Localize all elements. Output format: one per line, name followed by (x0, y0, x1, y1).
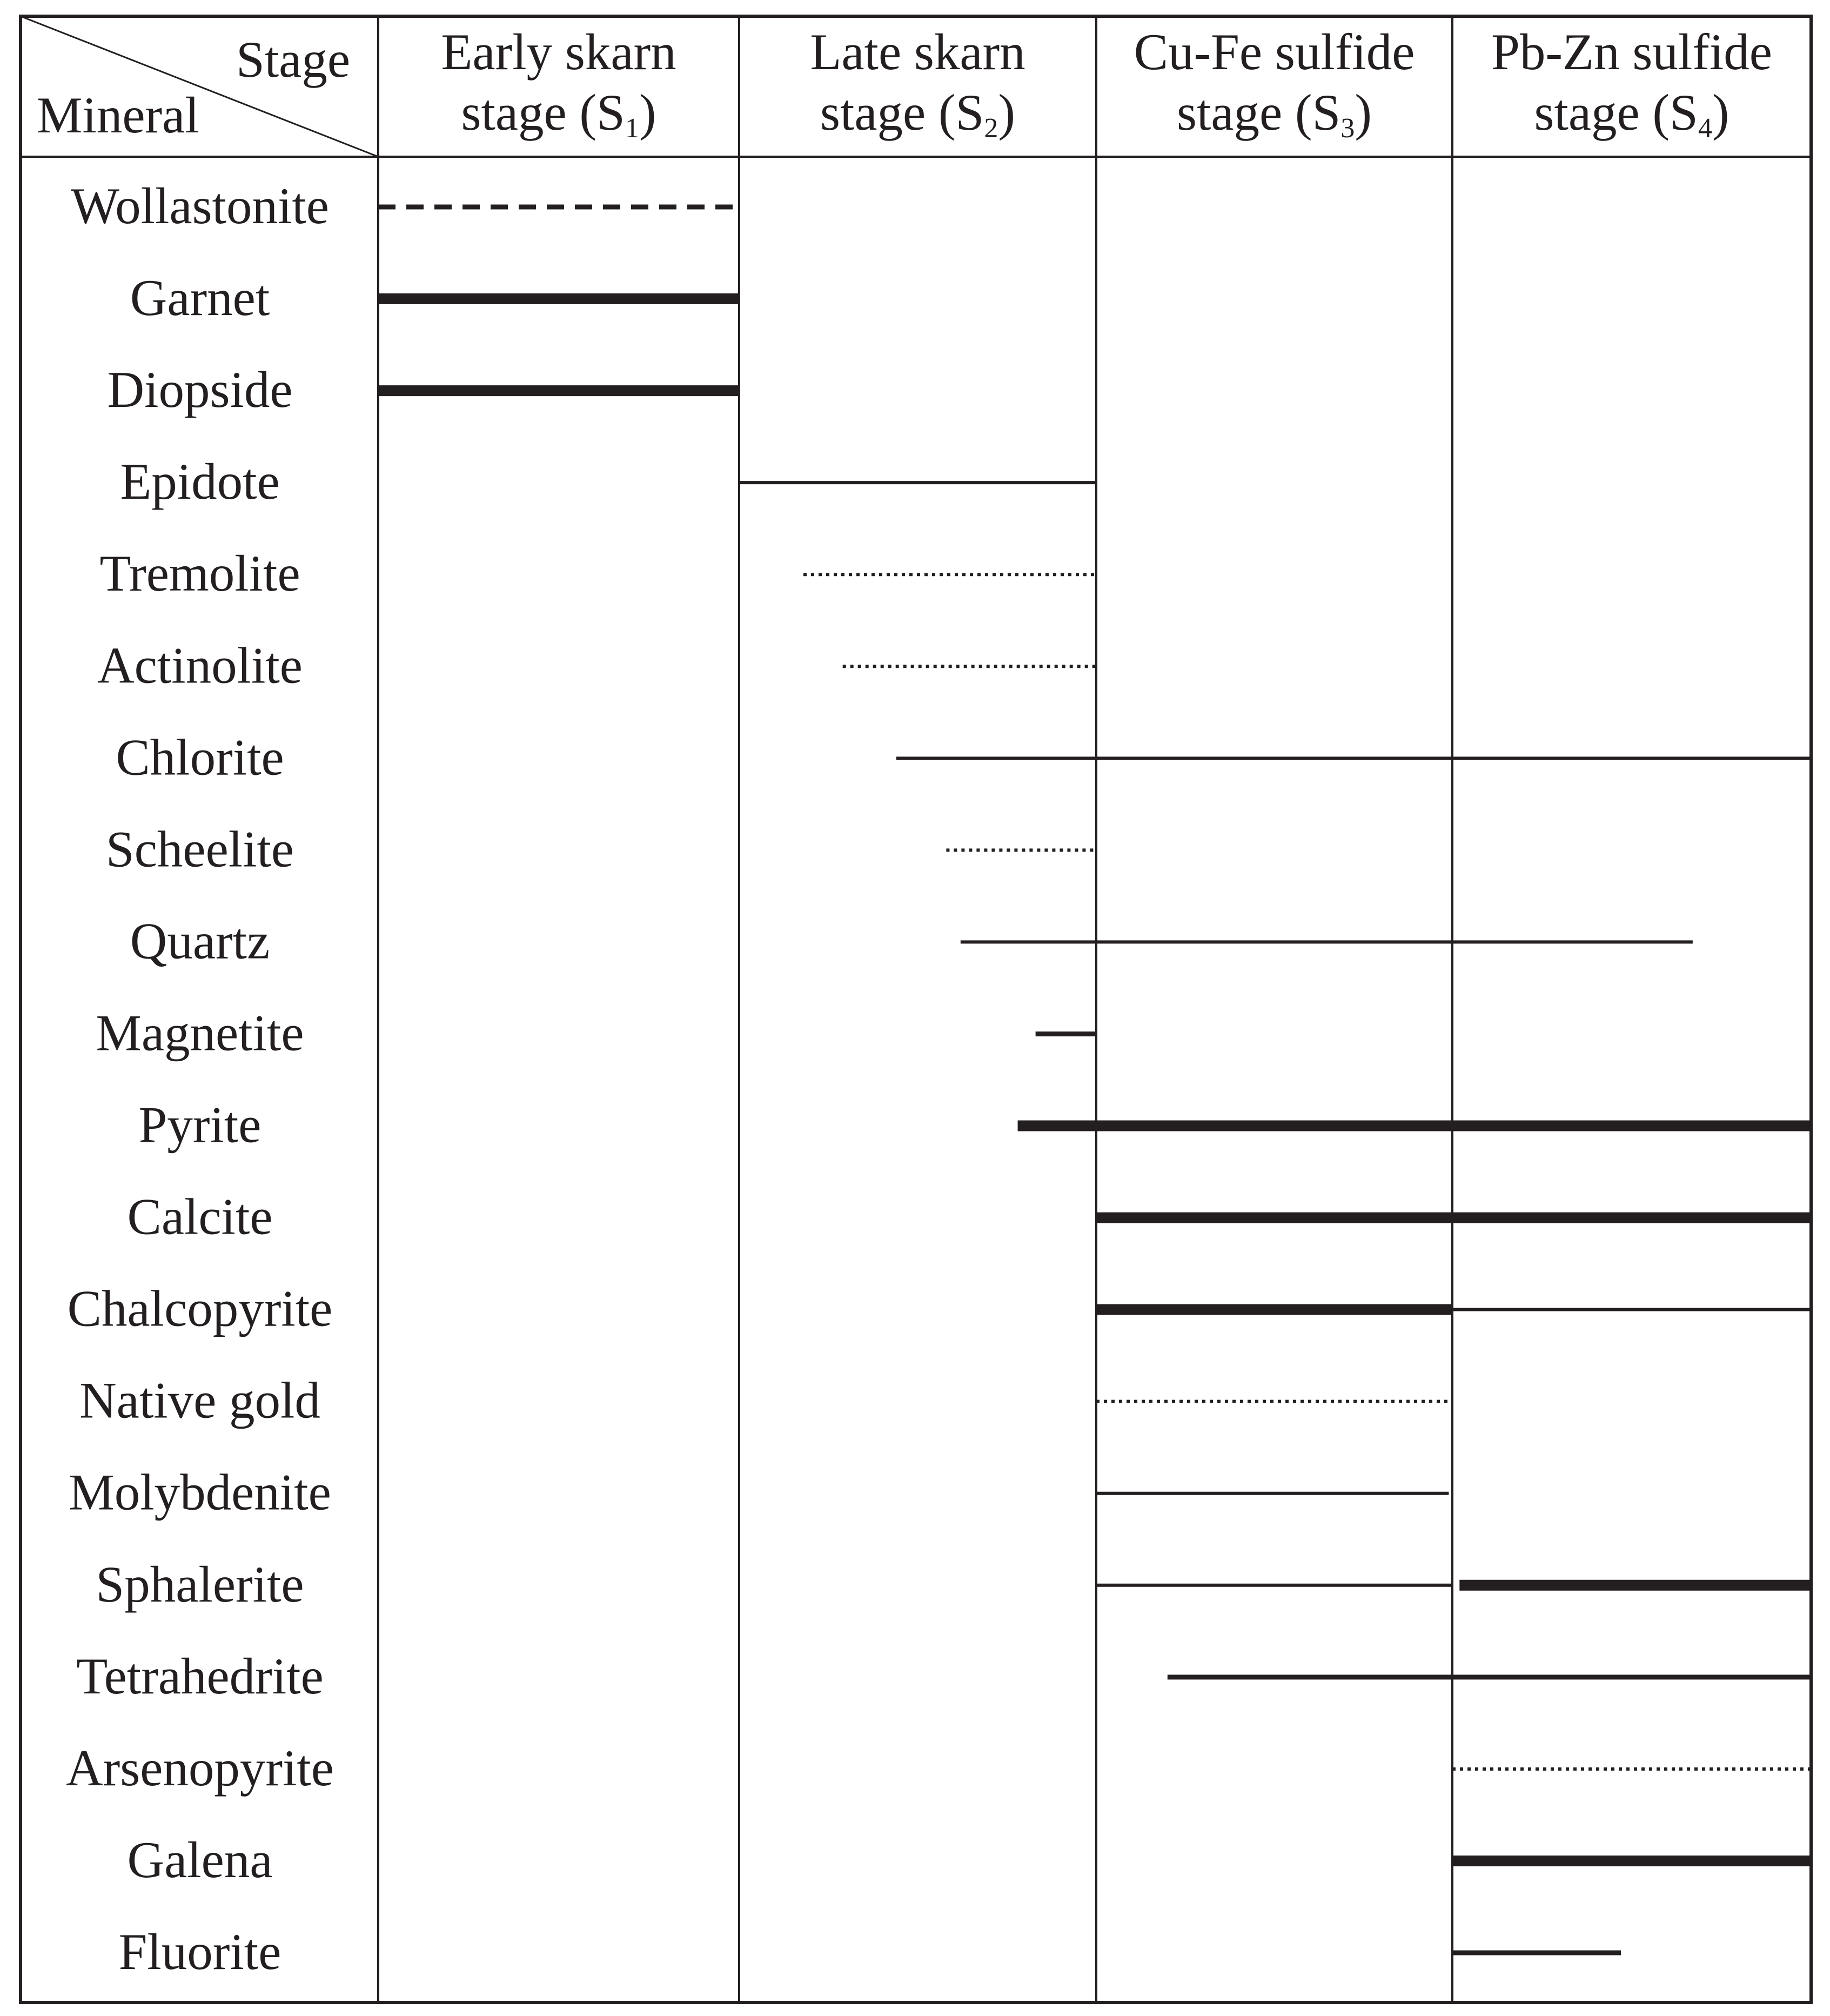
stage-header-3 (1134, 23, 1415, 144)
mineral-label: Molybdenite (69, 1463, 331, 1521)
mineral-label: Pyrite (138, 1096, 262, 1154)
mineral-label: Chalcopyrite (67, 1280, 333, 1337)
mineral-label: Magnetite (96, 1004, 304, 1062)
mineral-label: Sphalerite (96, 1555, 304, 1613)
mineral-label: Wollastonite (71, 177, 329, 235)
stage-header-4 (1491, 23, 1772, 144)
mineral-label: Quartz (130, 912, 270, 970)
mineral-label: Arsenopyrite (66, 1739, 334, 1797)
mineral-label: Calcite (127, 1188, 273, 1245)
mineral-label: Fluorite (118, 1923, 281, 1980)
stage-title: Late skarn (810, 23, 1025, 81)
occurrence-lines (378, 207, 1811, 1953)
stage-code: stage (S4) (1534, 84, 1730, 144)
mineral-label: Actinolite (97, 637, 303, 694)
corner-stage-label: Stage (236, 31, 350, 88)
mineral-label: Garnet (130, 269, 270, 327)
mineral-label: Tetrahedrite (76, 1647, 324, 1705)
stage-code: stage (S3) (1176, 84, 1372, 144)
stage-title: Early skarn (441, 23, 676, 81)
mineral-label: Chlorite (116, 728, 284, 786)
mineral-label: Scheelite (105, 820, 294, 878)
mineral-label: Galena (127, 1831, 273, 1888)
stage-header-2 (810, 23, 1025, 144)
stage-code: stage (S2) (820, 84, 1016, 144)
mineral-label: Epidote (120, 453, 280, 511)
corner-mineral-label: Mineral (37, 86, 199, 144)
stage-title: Cu-Fe sulfide (1134, 23, 1415, 81)
mineral-label: Diopside (107, 361, 293, 419)
mineral-labels (66, 177, 334, 1980)
mineral-label: Tremolite (99, 545, 300, 602)
stage-title: Pb-Zn sulfide (1491, 23, 1772, 81)
mineral-label: Native gold (79, 1371, 320, 1429)
stage-code: stage (S1) (461, 84, 656, 144)
stage-header-1 (441, 23, 676, 144)
